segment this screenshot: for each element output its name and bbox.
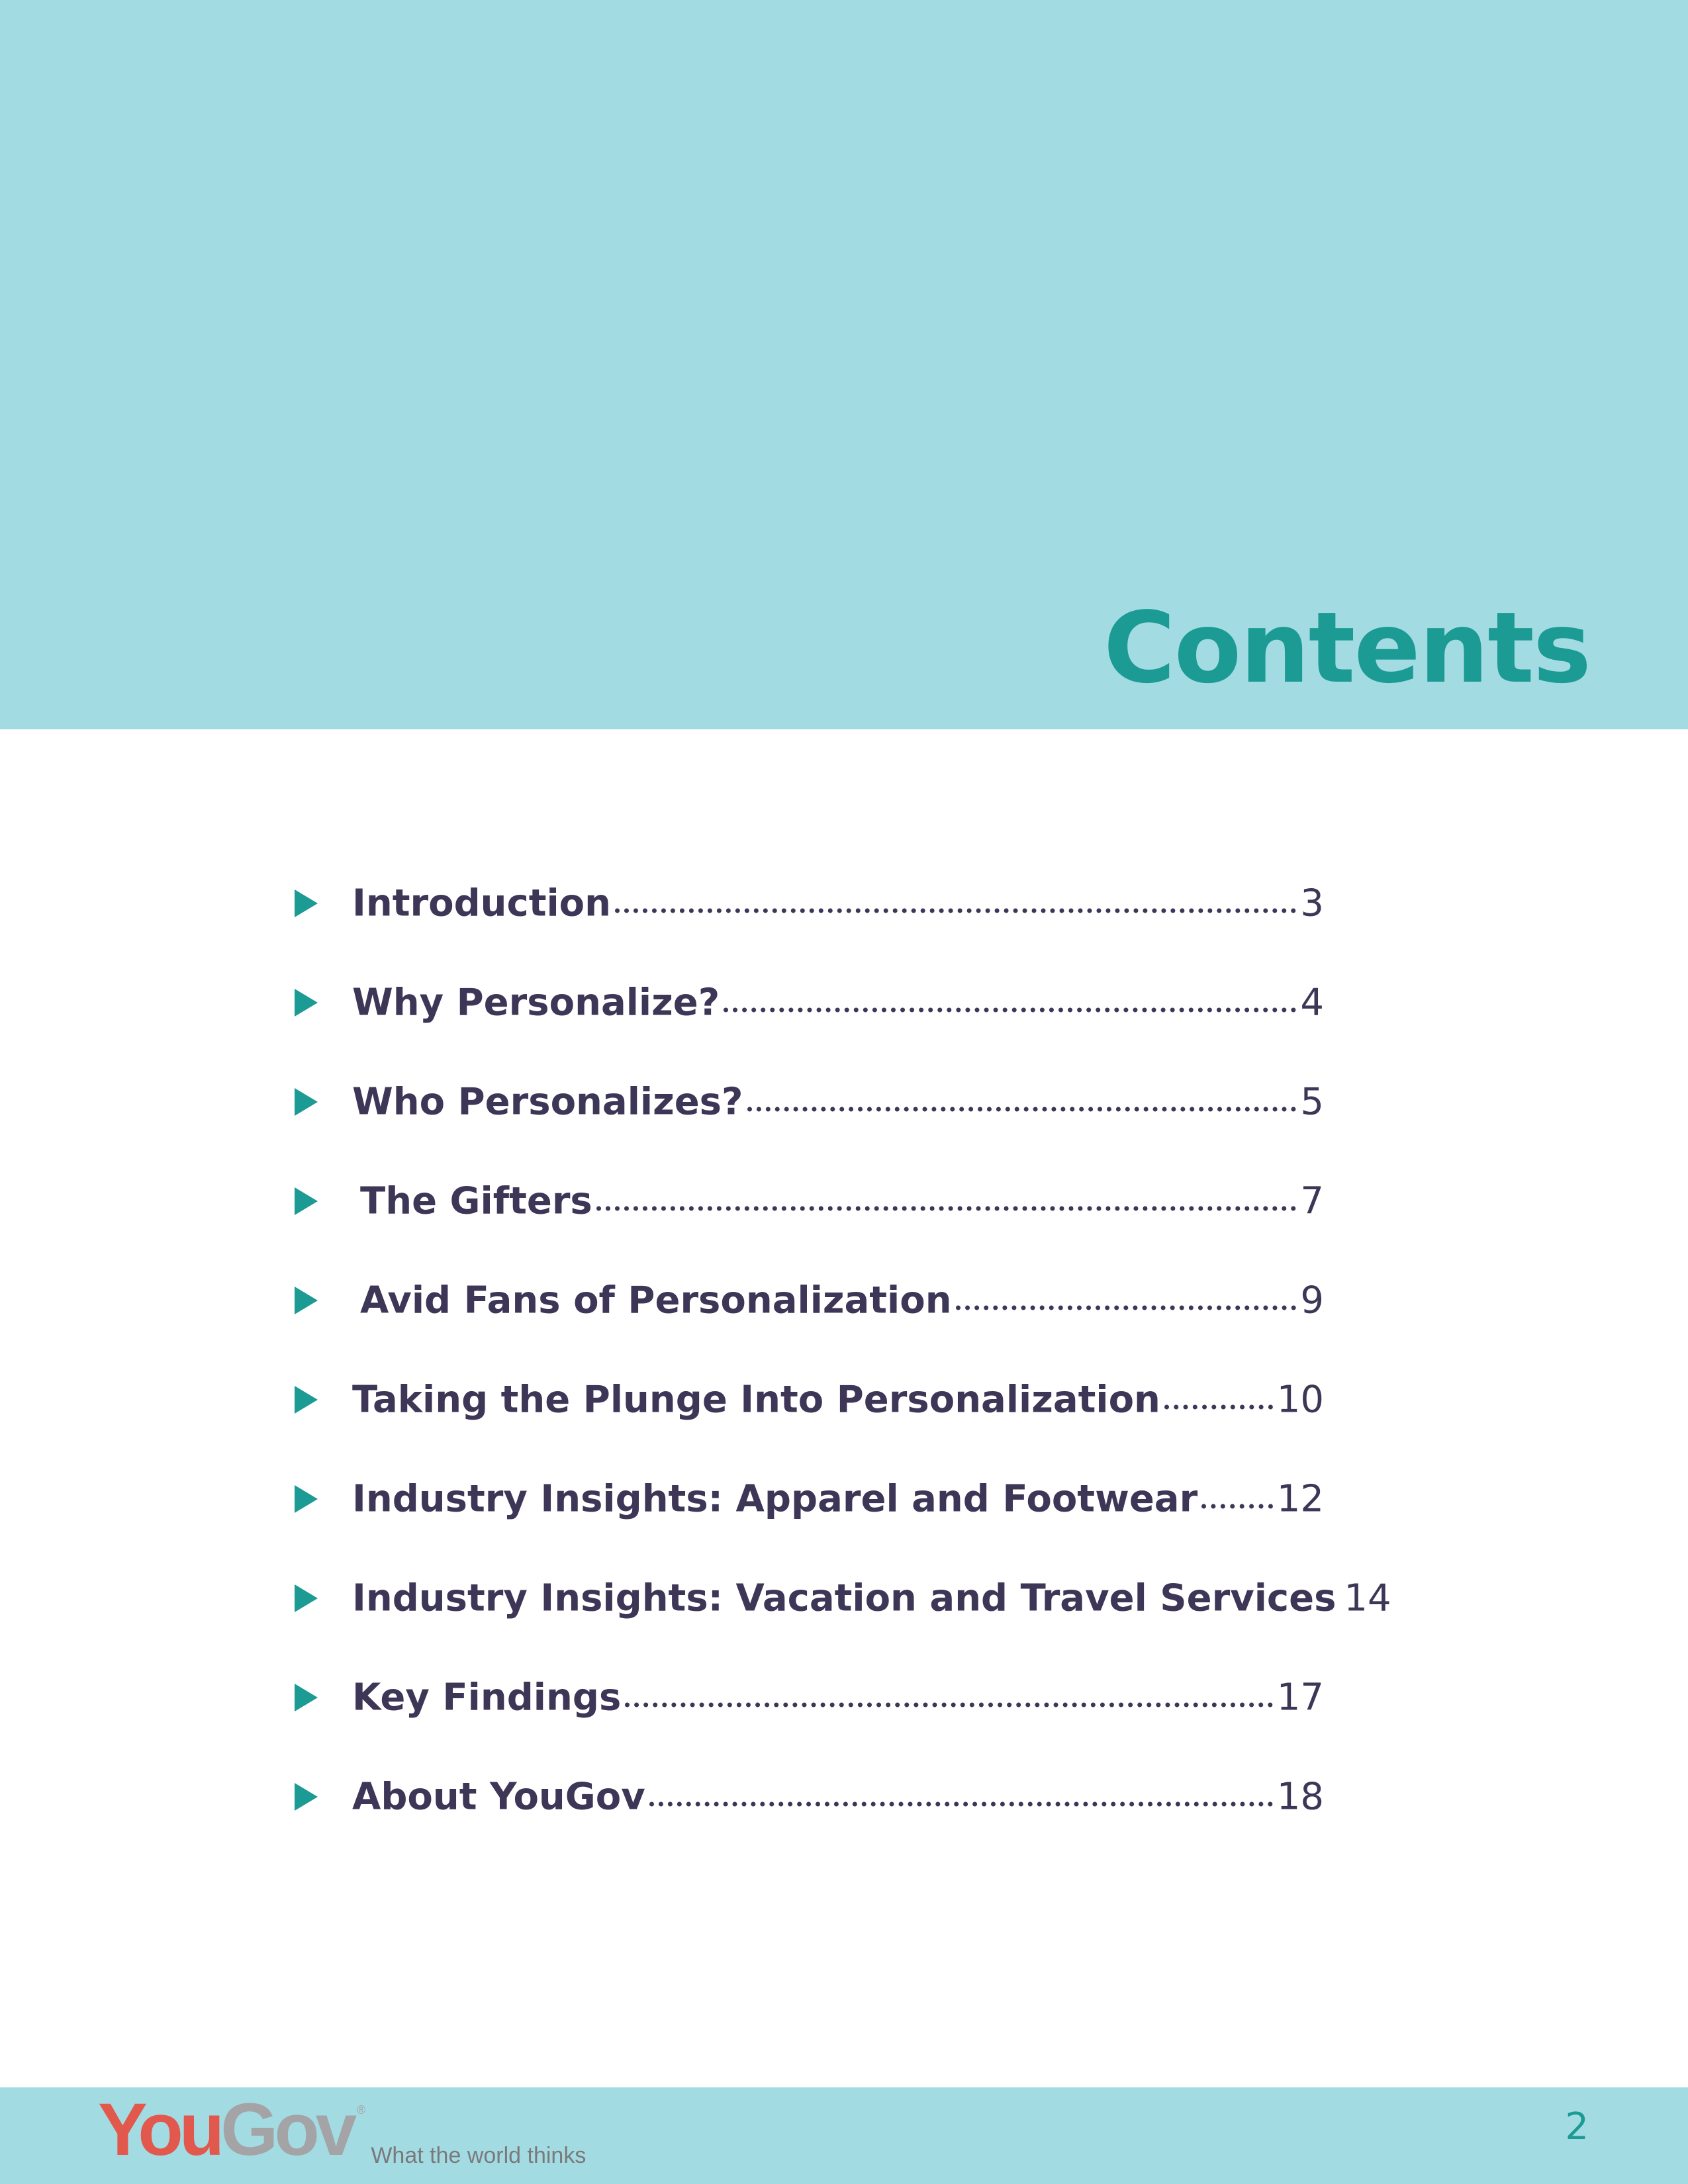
toc-entry-page: 12 [1276, 1477, 1324, 1521]
dot-leader [596, 1206, 1297, 1211]
play-triangle-icon [295, 889, 318, 917]
header-band [0, 0, 1688, 729]
toc-entry-taking-the-plunge[interactable] [291, 1350, 1324, 1449]
toc-entry-vacation-travel[interactable] [291, 1549, 1391, 1648]
dot-leader [1201, 1504, 1273, 1509]
logo-tagline: What the world thinks [371, 2143, 586, 2168]
toc-entry-label: About YouGov [352, 1775, 645, 1819]
registered-mark: ® [357, 2103, 366, 2116]
play-triangle-icon [295, 1187, 318, 1215]
dot-leader [1164, 1405, 1273, 1410]
play-triangle-icon [295, 1584, 318, 1612]
toc-entry-page: 17 [1276, 1676, 1324, 1719]
toc-entry-page: 9 [1300, 1279, 1324, 1322]
play-triangle-icon [295, 1485, 318, 1513]
play-triangle-icon [295, 1287, 318, 1314]
play-triangle-icon [295, 1386, 318, 1414]
toc-entry-label: Why Personalize? [352, 981, 720, 1024]
dot-leader [615, 909, 1296, 913]
toc-entry-label: Who Personalizes? [352, 1080, 743, 1124]
logo-you-text: You [98, 2088, 221, 2171]
play-triangle-icon [295, 989, 318, 1017]
dot-leader [747, 1107, 1297, 1112]
dot-leader [625, 1703, 1272, 1707]
toc-entry-page: 14 [1344, 1576, 1391, 1620]
toc-entry-label: Taking the Plunge Into Personalization [352, 1378, 1160, 1422]
toc-entry-apparel-footwear[interactable] [291, 1449, 1324, 1549]
toc-entry-page: 10 [1276, 1378, 1324, 1422]
toc-entry-label: Avid Fans of Personalization [360, 1279, 952, 1322]
toc-entry-the-gifters[interactable] [291, 1152, 1324, 1251]
toc-entry-who-personalizes[interactable] [291, 1052, 1324, 1152]
toc-entry-page: 18 [1276, 1775, 1324, 1819]
toc-entry-why-personalize[interactable] [291, 953, 1324, 1052]
toc-entry-about-yougov[interactable] [291, 1747, 1324, 1846]
toc-entry-page: 7 [1300, 1179, 1324, 1223]
toc-entry-avid-fans[interactable] [291, 1251, 1324, 1350]
toc-entry-label: Industry Insights: Vacation and Travel Services [352, 1576, 1336, 1620]
toc-entry-label: Key Findings [352, 1676, 622, 1719]
page-number: 2 [1565, 2105, 1589, 2148]
toc-entry-label: Industry Insights: Apparel and Footwear [352, 1477, 1198, 1521]
play-triangle-icon [295, 1088, 318, 1116]
toc-entry-introduction[interactable] [291, 854, 1324, 953]
yougov-logo [98, 2088, 586, 2171]
dot-leader [956, 1306, 1297, 1310]
dot-leader [649, 1802, 1273, 1807]
logo-gov-text: Gov [220, 2088, 353, 2171]
table-of-contents [291, 854, 1391, 1846]
toc-entry-label: Introduction [352, 882, 612, 925]
toc-entry-page: 3 [1300, 882, 1324, 925]
dot-leader [724, 1008, 1296, 1013]
play-triangle-icon [295, 1684, 318, 1711]
toc-entry-page: 5 [1300, 1080, 1324, 1124]
toc-entry-key-findings[interactable] [291, 1648, 1324, 1747]
play-triangle-icon [295, 1783, 318, 1811]
toc-entry-label: The Gifters [360, 1179, 592, 1223]
page-title: Contents [1103, 591, 1590, 705]
toc-entry-page: 4 [1300, 981, 1324, 1024]
